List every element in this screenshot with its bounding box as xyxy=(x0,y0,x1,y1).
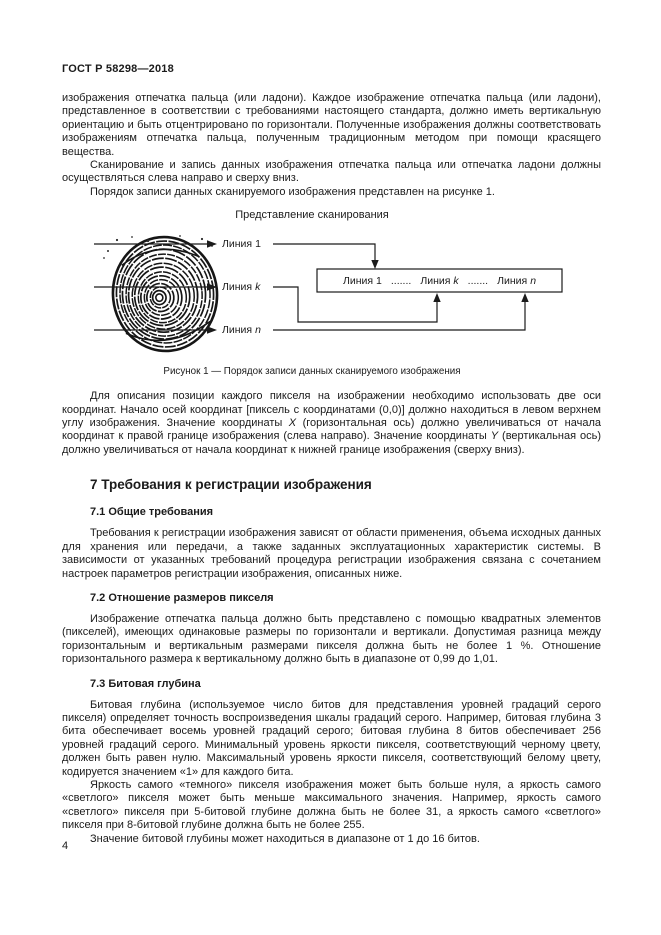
fingerprint-image xyxy=(107,234,222,356)
box-dots: ....... xyxy=(390,274,412,287)
paragraph-coordinates: Для описания позиции каждого пикселя на изображении необходимо использовать две оси координат. Начало осей координат [пиксель с координатами (0,0)] должно находиться в левом верхнем углу изображения. Значение координаты X (горизонтальная ось) должно увеличиваться от начала координат к правой границе изображения (слева направо). Значение координаты Y (вертикальная ось) должно увеличиваться от начала координат к нижней границе изображения (сверху вниз). xyxy=(62,390,601,456)
paragraph-continuation: изображения отпечатка пальца (или ладони). Каждое изображение отпечатка пальца (или ладони), представленное в соответствии с требованиями настоящего стандарта, должно иметь вертикальную ориентацию и быть отцентрировано по горизонтали. Полученные изображения должны соответствовать изображениям отпечатка пальца, полученным традиционным методом при помощи красящего вещества. xyxy=(62,92,601,158)
box-item-line-n: Линия n xyxy=(497,274,537,287)
box-item-line-k: Линия k xyxy=(420,274,459,287)
scan-diagram xyxy=(62,234,601,360)
section-7-heading: 7 Требования к регистрации изображения xyxy=(90,477,372,493)
label-line-k-prefix: Линия xyxy=(222,281,253,294)
box-dots: ....... xyxy=(467,274,489,287)
coordinate-x: X xyxy=(288,417,297,430)
label-line-n-var: n xyxy=(255,324,261,337)
page-number: 4 xyxy=(62,840,69,852)
box-item-line-1: Линия 1 xyxy=(342,274,382,287)
label-line-k xyxy=(222,281,260,294)
label-line-n-prefix: Линия xyxy=(222,324,253,337)
paragraph-scanning: Сканирование и запись данных изображения отпечатка пальца или отпечатка ладони должны осуществляться слева направо и сверху вниз. xyxy=(62,159,601,185)
paragraph-figure-ref: Порядок записи данных сканируемого изображения представлен на рисунке 1. xyxy=(90,185,495,198)
routing-line-1 xyxy=(273,244,379,269)
label-line-1-var: 1 xyxy=(255,238,261,251)
figure-caption: Рисунок 1 — Порядок записи данных сканируемого изображения xyxy=(163,366,461,378)
document-header: ГОСТ Р 58298—2018 xyxy=(62,63,174,75)
scan-diagram-graphics xyxy=(62,234,601,360)
section-7-2-paragraph: Изображение отпечатка пальца должно быть представлено с помощью квадратных элементов (пикселей), имеющих одинаковые размеры по горизонтали и вертикали. Допустимая разница между горизонтальным и вертикальным размерами пикселя должна быть не более 1 %. Отношение горизонтального размера к вертикальному должно быть в диапазоне от 0,99 до 1,01. xyxy=(62,612,601,666)
coordinate-y: Y xyxy=(490,430,499,443)
section-7-3-paragraph-2: Яркость самого «темного» пикселя изображения может быть больше нуля, а яркость самого «светлого» пикселя может быть меньше максимального значения. Например, яркость самого «светлого» пикселя при 5-битовой глубине должна быть не более 31, а яркость самого «светлого» пикселя при 8-битовой глубине должна быть не более 255. xyxy=(62,778,601,832)
section-7-3-paragraph-3: Значение битовой глубины может находиться в диапазоне от 1 до 16 битов. xyxy=(90,832,480,845)
section-7-1-paragraph: Требования к регистрации изображения зависят от области применения, объема исходных данных для хранения или передачи, а также заданных эксплуатационных характеристик системы. В зависимости от указанных требований процедура регистрации изображения связана с сочетанием настроек параметров регистрации изображения, описанных ниже. xyxy=(62,527,601,580)
section-7-1-heading: 7.1 Общие требования xyxy=(90,506,214,519)
page-content xyxy=(62,63,601,846)
label-line-1-prefix: Линия xyxy=(222,238,253,251)
label-line-n xyxy=(222,324,261,337)
figure-title: Представление сканирования xyxy=(235,209,389,222)
section-7-3-heading: 7.3 Битовая глубина xyxy=(90,677,201,690)
label-line-1 xyxy=(222,238,261,251)
routing-line-n xyxy=(273,293,529,330)
section-7-3-paragraph-1: Битовая глубина (используемое число битов для представления уровней градаций серого пикселя) определяет точность воспроизведения шкалы градаций серого. Например, битовая глубина 3 бита обеспечивает восемь уровней градаций серого; битовая глубина 8 битов обеспечивает 256 уровней градаций серого. Минимальный уровень яркости пикселя, соответствующий черному цвету, должен быть равен нулю. Максимальный уровень яркости пикселя, соответствующий белому цвету, кодируется значением «1» для каждого бита. xyxy=(62,698,601,778)
record-box-text xyxy=(317,269,562,292)
label-line-k-var: k xyxy=(255,281,261,294)
section-7-2-heading: 7.2 Отношение размеров пикселя xyxy=(90,591,274,604)
figure-1 xyxy=(62,209,601,377)
